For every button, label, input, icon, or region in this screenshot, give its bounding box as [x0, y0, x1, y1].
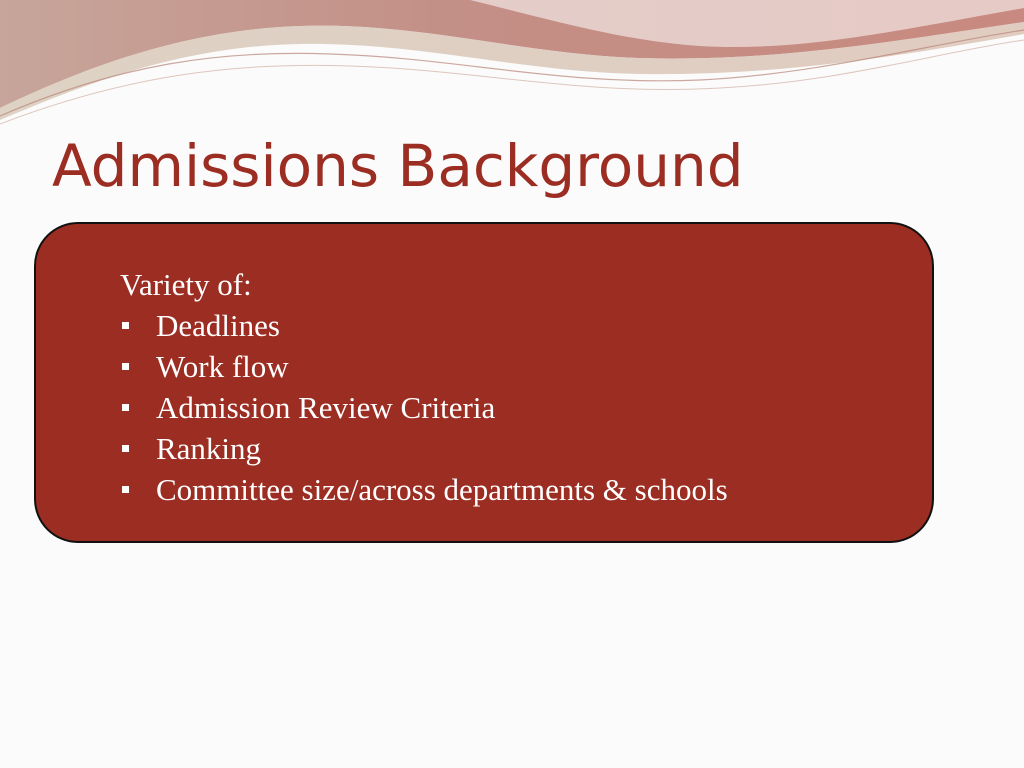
square-bullet-icon: [122, 404, 129, 411]
bullet-text: Deadlines: [156, 308, 280, 343]
square-bullet-icon: [122, 322, 129, 329]
bullet-text: Ranking: [156, 431, 262, 466]
square-bullet-icon: [122, 363, 129, 370]
square-bullet-icon: [122, 445, 129, 452]
bullet-text: Admission Review Criteria: [156, 390, 496, 425]
intro-text: Variety of:: [120, 267, 252, 302]
slide-title: Admissions Background: [52, 132, 744, 200]
bullet-text: Committee size/across departments & schools: [156, 472, 728, 507]
content-box: [34, 222, 934, 543]
bullet-text: Work flow: [156, 349, 289, 384]
decorative-wave-header: [0, 0, 1024, 130]
square-bullet-icon: [122, 486, 129, 493]
